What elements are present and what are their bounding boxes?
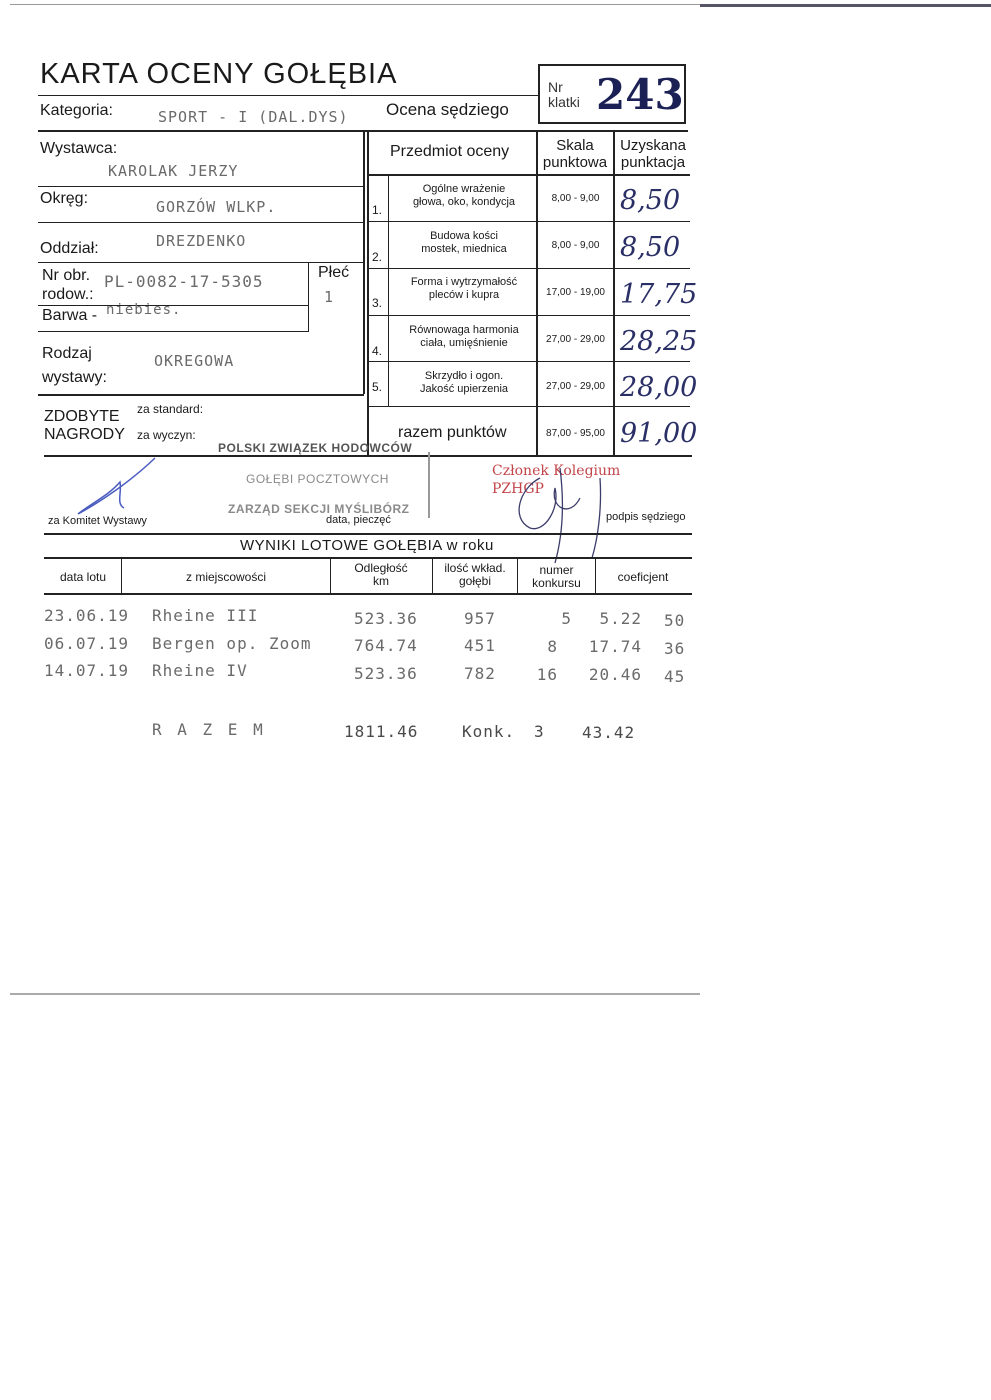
total-coefficient: 43.42 — [582, 723, 636, 742]
row-1-birds: 957 — [464, 609, 496, 628]
criterion-1-score: 8,50 — [620, 185, 681, 216]
row-4-bottom — [367, 361, 690, 362]
results-title-top — [44, 533, 692, 535]
subject-header: Przedmiot oceny — [390, 143, 510, 160]
sex-value: 1 — [324, 288, 335, 306]
district-value: GORZÓW WLKP. — [156, 198, 277, 216]
criterion-4-scale: 27,00 - 29,00 — [546, 334, 605, 345]
criterion-2-score: 8,50 — [620, 232, 681, 263]
criterion-3-number: 3. — [372, 296, 383, 310]
results-title: WYNIKI LOTOWE GOŁĘBIA w roku — [240, 537, 494, 554]
row-3-date: 14.07.19 — [44, 661, 130, 680]
category-label: Kategoria: — [40, 102, 113, 119]
ring-number-label: Nr obr. rodow.: — [42, 267, 94, 303]
row-2-extra: 36 — [664, 639, 686, 658]
total-row-label: R A Z E M — [152, 720, 266, 739]
row-3-place: Rheine IV — [152, 661, 248, 680]
criterion-2-scale: 8,00 - 9,00 — [551, 240, 600, 251]
branch-value: DREZDENKO — [156, 232, 247, 250]
score-table-left-border — [367, 132, 369, 456]
row-1-extra: 50 — [664, 611, 686, 630]
criterion-2-label: Budowa kości mostek, miednica — [421, 230, 507, 255]
row-3-coef: 20.46 — [588, 665, 642, 684]
row-3-contest: 16 — [536, 665, 558, 684]
bottom-scan-edge — [10, 993, 700, 995]
district-underline — [38, 222, 364, 223]
col-contest-number: numer konkursu — [532, 563, 581, 590]
stamp-bracket — [428, 452, 430, 518]
criterion-5-number: 5. — [372, 380, 383, 394]
top-right-scan-edge — [700, 4, 991, 7]
row-1-date: 23.06.19 — [44, 606, 130, 625]
row-1-coef: 5.22 — [599, 609, 642, 628]
score-header: Uzyskana punktacja — [620, 137, 686, 171]
left-block-right-border — [363, 132, 365, 394]
criterion-2-number: 2. — [372, 250, 383, 264]
award-achievement-label: za wyczyn: — [137, 428, 196, 442]
row-5-bottom — [367, 406, 690, 407]
show-type-value: OKREGOWA — [154, 352, 235, 370]
row-2-bottom — [367, 268, 690, 269]
col-flight-date: data lotu — [59, 570, 107, 584]
show-type-label: Rodzaj wystawy: — [42, 345, 107, 386]
committee-signature — [60, 452, 170, 522]
color-label: Barwa - — [42, 307, 98, 324]
awards-label: ZDOBYTE NAGRODY — [44, 408, 125, 443]
row-1-km: 523.36 — [354, 609, 418, 628]
total-contests-value: 3 — [534, 722, 545, 741]
scale-header: Skala punktowa — [542, 137, 608, 171]
total-label: razem punktów — [398, 424, 507, 441]
criterion-1-number: 1. — [372, 203, 383, 217]
row-3-birds: 782 — [464, 664, 496, 683]
score-num-col-border — [388, 174, 389, 406]
criterion-3-scale: 17,00 - 19,00 — [546, 287, 605, 298]
judge-signature — [500, 458, 620, 568]
criterion-4-score: 28,25 — [620, 326, 698, 357]
row-2-coef: 17.74 — [588, 637, 642, 656]
criterion-5-label: Skrzydło i ogon. Jakość upierzenia — [419, 370, 509, 395]
stamp-line-2: GOŁĘBI POCZTOWYCH — [246, 472, 389, 486]
row-1-contest: 5 — [561, 609, 572, 628]
col-location: z miejscowości — [185, 570, 266, 584]
ring-number-value: PL-0082-17-5305 — [104, 272, 264, 291]
judge-signature-label: podpis sędziego — [606, 511, 686, 523]
district-label: Okręg: — [40, 190, 89, 207]
title-underline — [38, 95, 538, 96]
col-coefficient: coeficjent — [617, 570, 669, 584]
total-distance: 1811.46 — [344, 722, 419, 741]
col-distance: Odległość km — [354, 561, 408, 588]
criterion-3-score: 17,75 — [620, 279, 698, 310]
exhibitor-underline — [38, 186, 364, 187]
results-header-bottom — [44, 593, 692, 595]
row-1-bottom — [367, 221, 690, 222]
stamp-line-3: ZARZĄD SEKCJI MYŚLIBÓRZ — [228, 502, 410, 516]
score-result-col-border — [613, 132, 615, 456]
criterion-5-scale: 27,00 - 29,00 — [546, 381, 605, 392]
stamp-line-1: POLSKI ZWIĄZEK HODOWCÓW — [218, 441, 413, 455]
row-2-date: 06.07.19 — [44, 634, 130, 653]
total-contests-label: Konk. — [462, 722, 516, 741]
total-score: 91,00 — [620, 418, 698, 449]
criterion-1-scale: 8,00 - 9,00 — [551, 193, 600, 204]
committee-label: za Komitet Wystawy — [48, 515, 147, 527]
form-title: KARTA OCENY GOŁĘBIA — [40, 58, 398, 90]
row-3-km: 523.36 — [354, 664, 418, 683]
total-scale: 87,00 - 95,00 — [546, 428, 605, 439]
cage-number-value: 243 — [596, 70, 684, 119]
row-3-bottom — [367, 315, 690, 316]
color-value: niebies. — [106, 302, 182, 318]
top-scan-edge — [10, 4, 700, 5]
cage-number-box — [538, 64, 686, 124]
date-stamp-label: data, pieczęć — [326, 514, 391, 526]
color-underline — [38, 331, 308, 332]
judge-rating-label: Ocena sędziego — [386, 100, 509, 119]
branch-label: Oddział: — [40, 240, 99, 257]
criterion-3-label: Forma i wytrzymałość pleców i kupra — [410, 276, 518, 301]
col-birds: ilość wkład. gołębi — [444, 561, 506, 588]
criterion-4-label: Równowaga harmonia ciała, umięśnienie — [409, 324, 519, 349]
award-standard-label: za standard: — [137, 402, 204, 416]
sex-label: Płeć — [318, 264, 350, 281]
criterion-5-score: 28,00 — [620, 372, 698, 403]
branch-underline — [38, 262, 364, 263]
row-2-birds: 451 — [464, 636, 496, 655]
score-header-bottom — [367, 174, 690, 176]
row-2-contest: 8 — [547, 637, 558, 656]
category-value: SPORT - I (DAL.DYS) — [158, 108, 349, 126]
cage-number-label: Nr klatki — [548, 79, 580, 110]
red-member-stamp: Członek Kolegium PZHGP — [492, 463, 621, 497]
exhibitor-value: KAROLAK JERZY — [108, 162, 239, 180]
exhibitor-label: Wystawca: — [40, 140, 118, 157]
row-2-km: 764.74 — [354, 636, 418, 655]
sex-left-border — [308, 262, 309, 332]
criterion-1-label: Ogólne wrażenie głowa, oko, kondycja — [412, 183, 516, 208]
row-3-extra: 45 — [664, 667, 686, 686]
criterion-4-number: 4. — [372, 344, 383, 358]
show-type-underline — [38, 394, 364, 396]
row-2-place: Bergen op. Zoom — [152, 634, 312, 653]
row-1-place: Rheine III — [152, 606, 259, 625]
